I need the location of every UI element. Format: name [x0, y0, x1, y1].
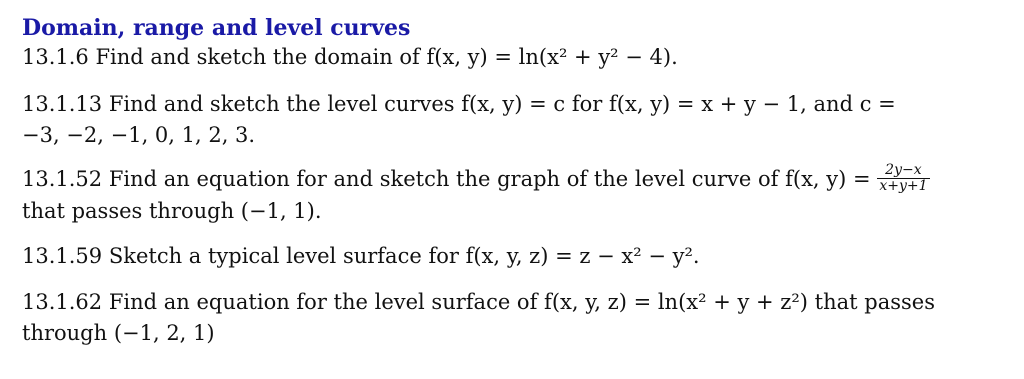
problem-formula-c: c =	[859, 92, 896, 116]
problem-number: 13.1.52	[22, 167, 103, 191]
problem-text: Sketch a typical level surface for	[108, 244, 459, 268]
problem-text: Find and sketch the domain of	[95, 45, 420, 69]
problem-13-1-13	[22, 89, 992, 151]
problem-number: 13.1.59	[22, 244, 103, 268]
problem-formula-lhs: f(x, y) =	[785, 167, 871, 191]
problem-number: 13.1.13	[22, 92, 103, 116]
problem-text-and: and	[813, 92, 854, 116]
problem-text: Find an equation for and sketch the graph of the level curve of	[108, 167, 779, 191]
problem-text: Find an equation for the level surface of	[108, 290, 538, 314]
problem-number: 13.1.62	[22, 290, 103, 314]
problem-formula-function: f(x, y) = x + y − 1,	[609, 92, 807, 116]
problem-c-values: −3, −2, −1, 0, 1, 2, 3.	[22, 123, 256, 147]
fraction	[877, 163, 929, 194]
problem-number: 13.1.6	[22, 45, 89, 69]
section-heading: Domain, range and level curves	[22, 15, 411, 41]
problem-text-line2: that passes through (−1, 1).	[22, 199, 322, 223]
problem-formula-level: f(x, y) = c	[461, 92, 566, 116]
fraction-numerator: 2y−x	[877, 163, 929, 179]
problem-text-after: that passes	[814, 290, 935, 314]
problem-13-1-6	[22, 42, 992, 73]
fraction-denominator: x+y+1	[879, 178, 928, 194]
problem-formula: f(x, y, z) = ln(x² + y + z²)	[544, 290, 808, 314]
problem-13-1-52	[22, 164, 992, 227]
problem-text-for: for	[571, 92, 603, 116]
problem-text-line2: through (−1, 2, 1)	[22, 321, 215, 345]
problem-sheet	[22, 14, 992, 349]
problem-13-1-62	[22, 287, 992, 349]
problem-text: Find and sketch the level curves	[108, 92, 455, 116]
problem-formula: f(x, y, z) = z − x² − y².	[465, 244, 700, 268]
problem-13-1-59	[22, 241, 992, 272]
problem-formula: f(x, y) = ln(x² + y² − 4).	[426, 45, 678, 69]
